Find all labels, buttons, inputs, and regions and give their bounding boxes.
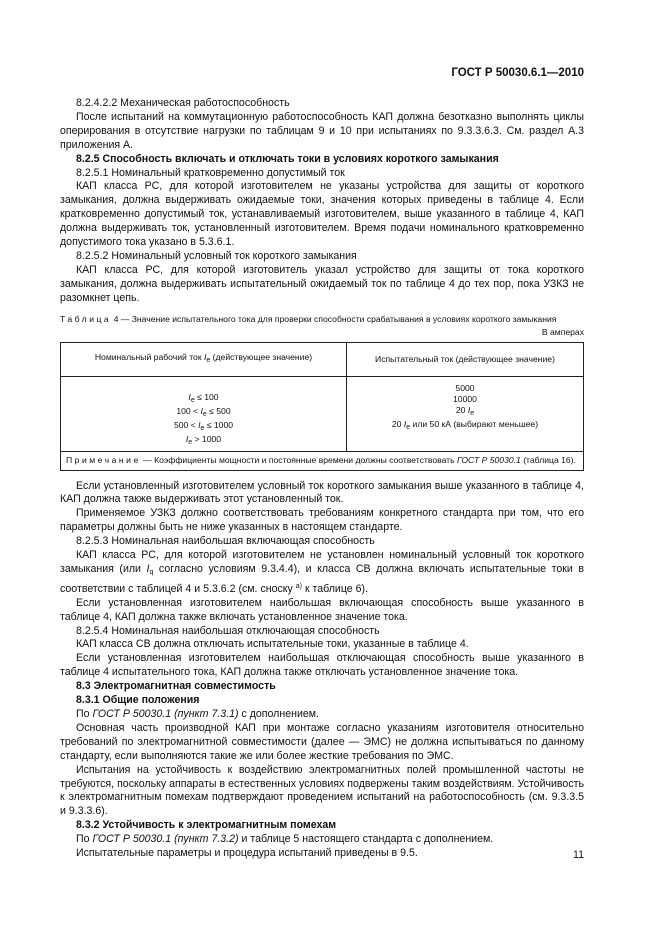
paragraph: Испытания на устойчивость к воздействию электромагнитных полей промышленной частоты не требуются, поскольку аппараты в естественных условиях подвержены таким воздействиям. Устойчивость к электромагнитным помехам подтверждают проведением испытаний на работоспособность (см. 9.3.3.5 и 9.3.3.6). [60,763,584,818]
paragraph: Испытательные параметры и процедура испытаний приведены в 9.5. [76,847,418,860]
paragraph: КАП класса РС, для которой изготовитель указал устройство для защиты от тока короткого замыкания, должна выдерживать испытательный ожидаемый ток по таблице 4 до тех пор, пока УЗКЗ не разомкнет цепь. [60,263,584,304]
table-units: В амперах [541,326,584,337]
page-number: 11 [573,849,584,861]
section-heading-8-3-1: 8.3.1 Общие положения [76,694,200,707]
table-cell-rated-current-ranges: $I_e \le 100$ $100 < I_e \le 500$ $500 < I_e \le 1000$ $I_e > 1000$ [61,376,347,451]
paragraph: КАП класса РС, для которой изготовителем не установлен номинальный условный ток короткого замыкания (или $I_q$ согласно условиям 9.3.4.4), и класса СВ должна включать испытательные токи в соответствии с таблицей 4 и 5.3.6.2 (см. сноску $^{а)}$ к таблице 6). [60,549,585,595]
clause-8-2-5-2-title: 8.2.5.2 Номинальный условный ток короткого замыкания [76,249,357,262]
table-header-rated-current: Номинальный рабочий ток $I_e$ (действующее значение) [61,342,347,376]
clause-8-2-5-3-title: 8.2.5.3 Номинальная наибольшая включающая способность [76,535,375,548]
table-note: Примечание — Коэффициенты мощности и постоянные времени должны соответствовать ГОСТ Р 50030.1 (таблица 16). [61,451,584,470]
paragraph: По ГОСТ Р 50030.1 (пункт 7.3.2) и таблице 5 настоящего стандарта с дополнением. [76,833,494,846]
paragraph: По ГОСТ Р 50030.1 (пункт 7.3.1) с дополнением. [76,708,319,720]
clause-8-2-4-2-2-title: 8.2.4.2.2 Механическая работоспособность [76,97,290,109]
table-cell-test-current-values: 5000 10000 20 $I_e$ 20 $I_e$ или 50 кА (выбирают меньшее) [346,376,583,451]
paragraph: Если установленная изготовителем наибольшая отключающая способность выше указанного в таблице 4 испытательного тока, КАП должна также отключать установленное значение тока. [60,652,584,679]
table-header-test-current: Испытательный ток (действующее значение) [346,342,583,376]
paragraph: Применяемое УЗКЗ должно соответствовать требованиям конкретного стандарта при том, что его параметры должны быть не ниже указанных в настоящем стандарте. [60,507,584,534]
table-caption: Таблица 4 — Значение испытательного тока для проверки способности срабатывания в условиях короткого замыкания [60,313,557,324]
clause-8-2-5-1-title: 8.2.5.1 Номинальный кратковременно допустимый ток [76,166,345,179]
paragraph: Основная часть производной КАП при монтаже согласно указаниям изготовителя относительно требований по электромагнитной совместимости (далее — ЭМС) не должна испытываться по данному стандарту, если выполняются такие же или более жесткие требования по ЭМС. [60,721,584,762]
clause-8-2-5-4-title: 8.2.5.4 Номинальная наибольшая отключающая способность [76,624,380,637]
paragraph: Если установленный изготовителем условный ток короткого замыкания выше указанного в таблице 4, КАП должна также выдерживать этот установленный ток. [60,479,584,506]
section-heading-8-2-5: 8.2.5 Способность включать и отключать токи в условиях короткого замыкания [76,152,499,165]
paragraph: После испытаний на коммутационную работоспособность КАП должна безотказно выполнять циклы оперирования в отсутствие нагрузки по таблицам 9 и 10 при испытаниях по 9.3.3.6.3. См. раздел А.3 приложения А. [60,110,584,151]
paragraph: Если установленная изготовителем наибольшая включающая способность выше указанного в таблице 4, КАП должна также включать установленное значение тока. [60,596,584,623]
paragraph: КАП класса РС, для которой изготовителем не указаны устройства для защиты от короткого замыкания, должна выдерживать ожидаемые токи, значения которых приведены в таблице 4. Если кратковременно допустимый ток, устанавливаемый изготовителем, выше указанного в таблице 4, КАП должна выдерживать ток, установленный изготовителем. Время подачи номинального кратковременно допустимого тока указано в 5.3.6.1. [60,180,584,249]
section-heading-8-3: 8.3 Электромагнитная совместимость [76,680,276,693]
document-code: ГОСТ Р 50030.6.1—2010 [451,67,584,79]
test-current-table [60,342,584,471]
section-heading-8-3-2: 8.3.2 Устойчивость к электромагнитным помехам [76,819,337,832]
paragraph: КАП класса СВ должна отключать испытательные токи, указанные в таблице 4. [76,638,469,651]
page-body [60,97,584,861]
